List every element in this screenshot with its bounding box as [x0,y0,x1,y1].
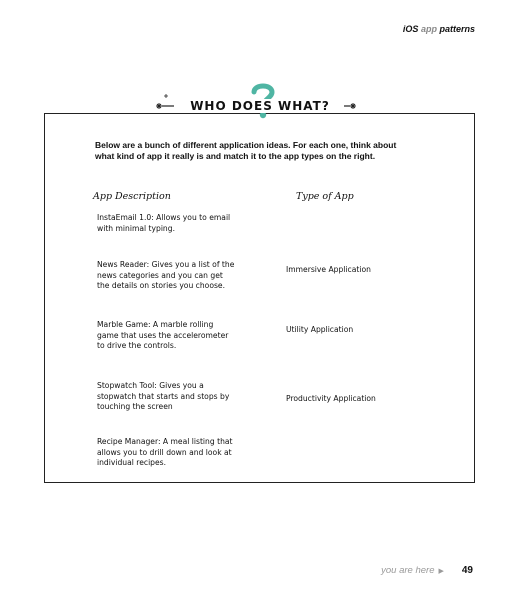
description-marble-game: Marble Game: A marble rolling game that uses the accelerometer to drive the controls. [97,320,229,350]
page-number: 49 [461,565,473,576]
exercise-box [44,113,475,483]
page-footer [381,565,473,576]
type-utility: Utility Application [286,325,354,334]
type-productivity: Productivity Application [286,394,376,403]
description-recipe-manager: Recipe Manager: A meal listing that allows you to drill down and look at individual recipes. [97,437,233,467]
star-left-icon [156,103,162,109]
header-prefix: iOS [402,24,419,34]
star-top-icon [164,94,168,98]
col-type-of-app: Type of App [296,191,354,202]
description-stopwatch: Stopwatch Tool: Gives you a stopwatch that starts and stops by touching the screen [97,381,230,411]
arrow-right-icon: ▶ [438,568,444,575]
running-header [403,24,475,34]
exercise-title-banner [150,82,360,130]
col-app-description: App Description [93,191,171,202]
header-highlight: app [420,24,437,34]
instructions: Below are a bunch of different application ideas. For each one, think about what kind of app it really is and match it to the app types on the right. [95,140,397,161]
you-are-here: you are here ▶ [381,565,444,576]
description-news-reader: News Reader: Gives you a list of the news categories and you can get the details on stories you choose. [97,260,235,290]
exercise-title: WHO DOES WHAT? [176,99,344,113]
header-suffix: patterns [439,24,475,34]
star-right-icon [350,103,356,109]
description-instaemail: InstaEmail 1.0: Allows you to email with minimal typing. [97,213,231,233]
type-immersive: Immersive Application [286,265,371,274]
